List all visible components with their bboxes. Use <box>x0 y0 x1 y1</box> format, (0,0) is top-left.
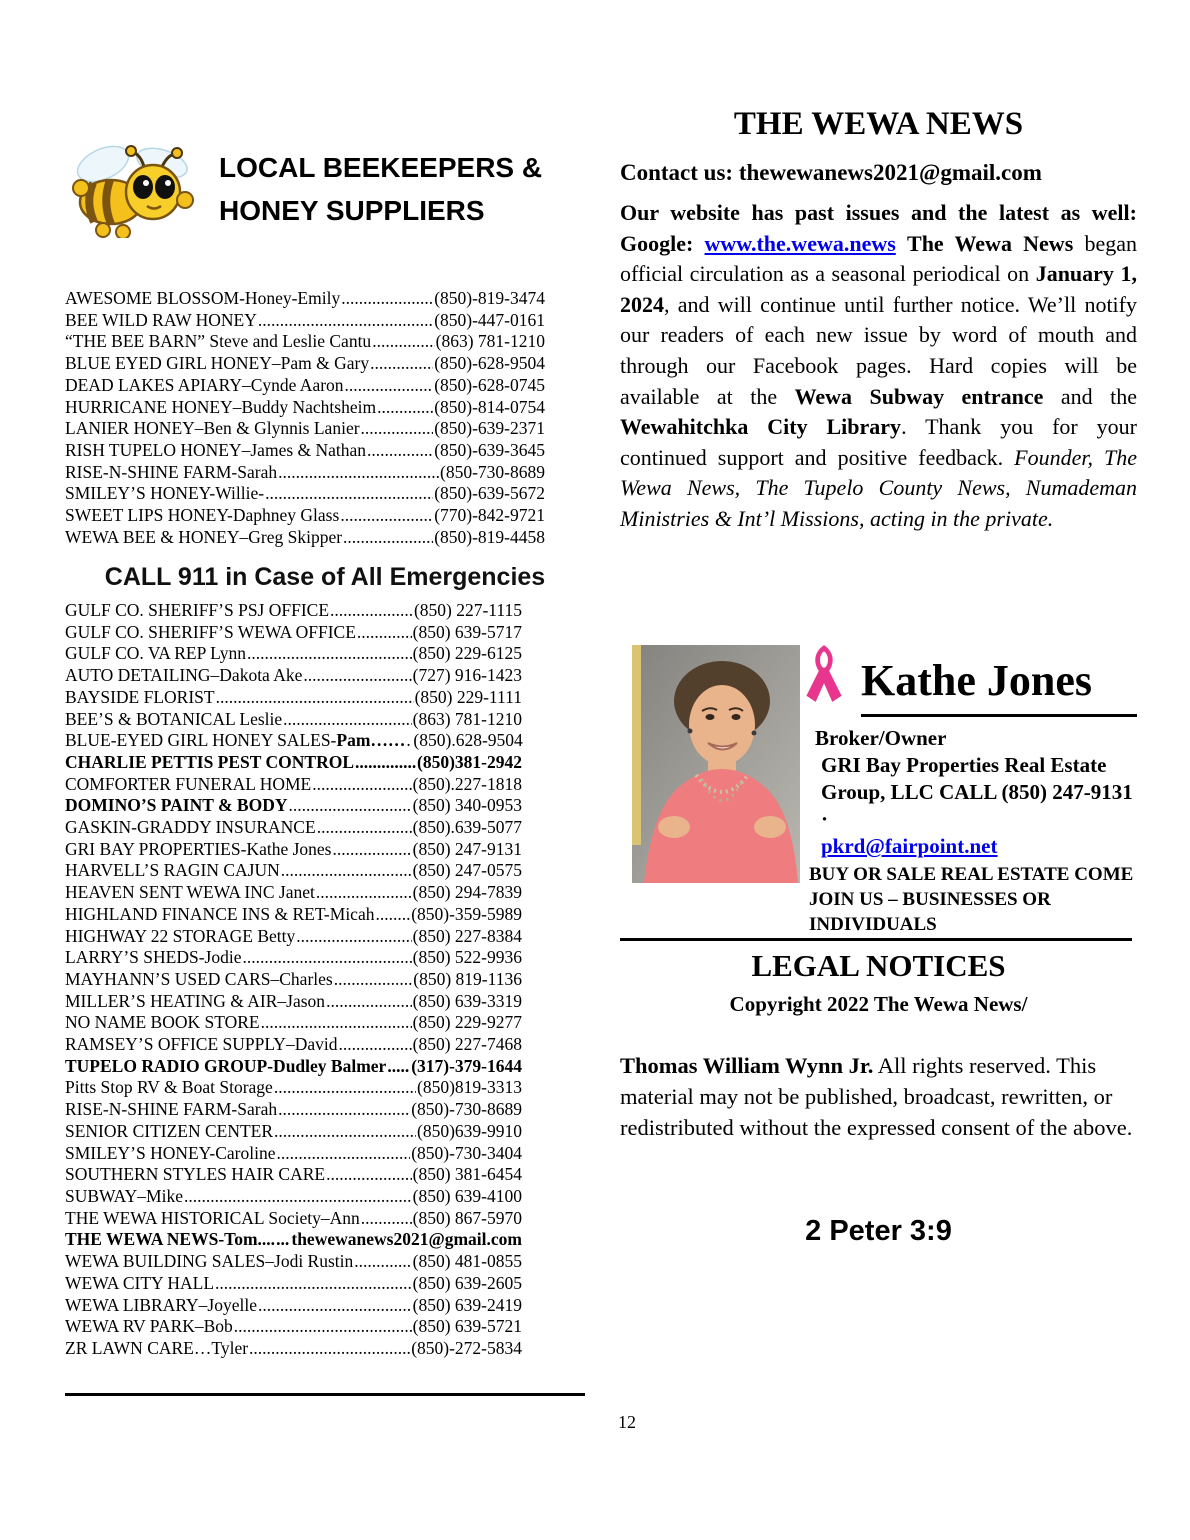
dot-leader <box>375 904 410 926</box>
dot-leader <box>249 1338 410 1360</box>
dot-leader <box>343 527 433 549</box>
list-item <box>65 331 545 353</box>
phone-number: (850).227-1818 <box>412 773 522 794</box>
business-name: MAYHANN’S USED CARS–Charles <box>65 968 333 989</box>
list-item <box>65 904 522 926</box>
list-item <box>65 1316 522 1338</box>
dot-leader <box>288 795 411 817</box>
business-name: DEAD LAKES APIARY–Cynde Aaron <box>65 374 344 395</box>
portrait-photo <box>632 645 800 883</box>
phone-number: (850)-628-9504 <box>434 353 545 374</box>
list-item <box>65 1012 522 1034</box>
phone-number: (850)-639-5672 <box>434 483 545 504</box>
business-name: CHARLIE PETTIS PEST CONTROL <box>65 751 354 772</box>
list-item <box>65 1099 522 1121</box>
realtor-cta-line1: BUY OR SALE REAL ESTATE COME <box>809 864 1134 885</box>
dot-leader <box>338 1034 411 1056</box>
business-name: WEWA LIBRARY–Joyelle <box>65 1294 257 1315</box>
business-name: COMFORTER FUNERAL HOME <box>65 773 312 794</box>
bible-verse: 2 Peter 3:9 <box>805 1215 952 1247</box>
business-name: LANIER HONEY–Ben & Glynnis Lanier <box>65 418 360 439</box>
business-name: SUBWAY–Mike <box>65 1185 183 1206</box>
list-item <box>65 1143 522 1165</box>
list-item <box>65 1034 522 1056</box>
phone-number: (850)-628-0745 <box>434 374 545 395</box>
phone-number: (863) 781-1210 <box>435 331 545 352</box>
business-name: AWESOME BLOSSOM-Honey-Emily <box>65 288 341 308</box>
business-name: HIGHLAND FINANCE INS & RET-Micah <box>65 903 375 924</box>
phone-number: (850)-272-5834 <box>411 1337 522 1358</box>
website-link[interactable]: www.the.wewa.news <box>704 230 896 256</box>
business-name: Pitts Stop RV & Boat Storage <box>65 1077 273 1098</box>
list-item <box>65 709 522 731</box>
phone-number: (850)-814-0754 <box>434 396 545 417</box>
list-item <box>65 687 522 709</box>
business-name: TUPELO RADIO GROUP-Dudley Balmer <box>65 1055 387 1076</box>
list-item <box>65 1186 522 1208</box>
business-name: LARRY’S SHEDS-Jodie <box>65 947 242 968</box>
phone-number: (317)-379-1644 <box>411 1055 522 1076</box>
emergency-heading: CALL 911 in Case of All Emergencies <box>104 563 546 591</box>
business-name: WEWA BUILDING SALES–Jodi Rustin <box>65 1251 354 1272</box>
beekeepers-list <box>65 288 545 548</box>
business-name: MILLER’S HEATING & AIR–Jason <box>65 990 326 1011</box>
dot-leader <box>216 687 414 709</box>
phone-number: thewewanews2021@gmail.com <box>291 1229 522 1250</box>
dot-leader <box>312 774 411 796</box>
phone-number: (850) 481-0855 <box>412 1251 522 1272</box>
phone-number: (850) 639-5717 <box>412 621 522 642</box>
beekeepers-title-line2: HONEY SUPPLIERS <box>219 195 485 226</box>
list-item <box>65 1295 522 1317</box>
phone-number: (863) 781-1210 <box>412 708 522 729</box>
list-item <box>65 882 522 904</box>
dot-leader <box>361 418 434 440</box>
dot-leader <box>332 839 411 861</box>
phone-number: (850) 639-2605 <box>412 1272 522 1293</box>
business-name: WEWA BEE & HONEY–Greg Skipper <box>65 526 343 547</box>
phone-number: (850).628-9504 <box>413 730 523 751</box>
dot-leader <box>258 1295 412 1317</box>
phone-number: (850)-359-5989 <box>411 903 522 924</box>
list-item <box>65 1251 522 1273</box>
list-item <box>65 860 522 882</box>
dot-leader <box>361 1208 412 1230</box>
list-item <box>65 817 522 839</box>
list-item <box>65 1229 522 1251</box>
list-item <box>65 1208 522 1230</box>
phone-number: (850) 819-1136 <box>413 968 522 989</box>
page-title: THE WEWA NEWS <box>733 106 1024 142</box>
dot-leader <box>370 353 433 375</box>
dot-leader <box>278 462 439 484</box>
bee-icon <box>65 140 197 243</box>
legal-body-paragraph: Thomas William Wynn Jr. All rights reserved. This material may not be published, broadcast, rewritten, or redistributed without the expressed consent of the above. <box>620 1053 1133 1140</box>
dot-leader <box>372 331 434 353</box>
awareness-ribbon-icon <box>803 643 845 710</box>
realtor-company-line2: Group, LLC CALL (850) 247-9131 · <box>821 780 1133 831</box>
dot-leader <box>242 947 411 969</box>
business-name: BEE WILD RAW HONEY <box>65 309 257 330</box>
realtor-cta-line2: JOIN US – BUSINESSES OR <box>809 889 1051 910</box>
phone-number: (850)-730-8689 <box>411 1099 522 1120</box>
list-item <box>65 483 545 505</box>
business-name: HURRICANE HONEY–Buddy Nachtsheim <box>65 396 377 417</box>
phone-number: (850)-639-2371 <box>434 418 545 439</box>
dot-leader <box>265 483 433 505</box>
copyright-line: Copyright 2022 The Wewa News/ <box>729 992 1028 1016</box>
business-name: GULF CO. SHERIFF’S WEWA OFFICE <box>65 621 356 642</box>
business-name: ZR LAWN CARE…Tyler <box>65 1337 249 1358</box>
beekeepers-title <box>219 146 542 232</box>
phone-number: (850) 522-9936 <box>412 947 522 968</box>
dot-leader <box>377 397 433 419</box>
phone-number: (850) 227-8384 <box>412 925 522 946</box>
phone-number: (727) 916-1423 <box>412 665 522 686</box>
business-name: “THE BEE BARN” Steve and Leslie Cantu <box>65 331 372 352</box>
list-item <box>65 969 522 991</box>
dot-leader <box>184 1186 412 1208</box>
dot-leader <box>274 1077 416 1099</box>
phone-number: (850) 229-1111 <box>414 686 522 707</box>
dot-leader <box>357 622 412 644</box>
contact-line: Contact us: thewewanews2021@gmail.com <box>620 160 1042 185</box>
business-name: HIGHWAY 22 STORAGE Betty <box>65 925 296 946</box>
list-item <box>65 375 545 397</box>
business-name: SOUTHERN STYLES HAIR CARE <box>65 1164 326 1185</box>
phone-number: (850) 340-0953 <box>412 795 522 816</box>
phone-number: (850) 639-5721 <box>412 1316 522 1337</box>
business-name: GULF CO. VA REP Lynn <box>65 643 247 664</box>
business-name: BEE’S & BOTANICAL Leslie <box>65 708 283 729</box>
phone-number: (850) 227-7468 <box>412 1034 522 1055</box>
business-name: GRI BAY PROPERTIES-Kathe Jones <box>65 838 332 859</box>
phone-number: (850) 639-2419 <box>412 1294 522 1315</box>
dot-leader <box>330 600 413 622</box>
beekeepers-header <box>65 140 585 243</box>
list-item <box>65 462 545 484</box>
dot-leader <box>276 1229 290 1251</box>
dot-leader <box>326 991 412 1013</box>
dot-leader <box>261 1012 412 1034</box>
list-item <box>65 288 545 310</box>
list-item <box>65 1077 522 1099</box>
list-item <box>65 440 545 462</box>
phone-number: (850) 229-9277 <box>412 1012 522 1033</box>
phone-number: (850)-447-0161 <box>434 309 545 330</box>
phone-number: (850) 867-5970 <box>412 1207 522 1228</box>
business-name: GASKIN-GRADDY INSURANCE <box>65 817 316 838</box>
phone-number: (850)-819-3474 <box>434 288 545 308</box>
phone-number: (850-730-8689 <box>440 461 545 482</box>
list-item <box>65 1273 522 1295</box>
dot-leader <box>340 505 433 527</box>
phone-number: (850) 639-4100 <box>412 1185 522 1206</box>
emergency-directory <box>65 600 522 1360</box>
phone-number: (850)-730-3404 <box>411 1142 522 1163</box>
realtor-cta-line3: INDIVIDUALS <box>809 914 937 935</box>
left-column-divider <box>65 1393 585 1396</box>
realtor-role: Broker/Owner <box>815 726 947 750</box>
business-name: BAYSIDE FLORIST <box>65 686 215 707</box>
intro-paragraph: Our website has past issues and the latest as well: Google: www.the.wewa.news The Wewa News began official circulation as a seasonal periodical on January 1, 2024, and will continue until further notice. We’ll notify our readers of each new issue by word of mouth and through our Facebook pages. Hard copies will be available at the Wewa Subway entrance and the Wewahitchka City Library. Thank you for your continued support and positive feedback. Founder, The Wewa News, The Tupelo County News, Numademan Ministries & Int’l Missions, acting in the private. <box>620 200 1138 531</box>
phone-number: (850)819-3313 <box>417 1077 522 1098</box>
list-item <box>65 795 522 817</box>
phone-number: (850).639-5077 <box>412 817 522 838</box>
list-item <box>65 665 522 687</box>
list-item <box>65 600 522 622</box>
legal-notices-heading: LEGAL NOTICES <box>751 948 1006 983</box>
dot-leader <box>296 926 411 948</box>
phone-number: (850)639-9910 <box>417 1120 522 1141</box>
business-name: AUTO DETAILING–Dakota Ake <box>65 665 303 686</box>
list-item <box>65 418 545 440</box>
phone-number: (850) 381-6454 <box>412 1164 522 1185</box>
business-name: DOMINO’S PAINT & BODY <box>65 795 288 816</box>
list-item <box>65 1164 522 1186</box>
dot-leader <box>247 643 412 665</box>
realtor-name: Kathe Jones <box>861 655 1137 717</box>
list-item <box>65 310 545 332</box>
business-name: WEWA CITY HALL <box>65 1272 215 1293</box>
dot-leader <box>316 882 412 904</box>
list-item <box>65 643 522 665</box>
list-item <box>65 1338 522 1360</box>
business-name: GULF CO. SHERIFF’S PSJ OFFICE <box>65 600 330 620</box>
dot-leader <box>354 1251 411 1273</box>
phone-number: (850)381-2942 <box>417 751 522 772</box>
list-item <box>65 1056 522 1078</box>
list-item <box>65 774 522 796</box>
list-item <box>65 622 522 644</box>
phone-number: (850) 247-9131 <box>412 838 522 859</box>
business-name: SWEET LIPS HONEY-Daphney Glass <box>65 505 340 526</box>
list-item <box>65 839 522 861</box>
kathe-jones-ad <box>620 643 1137 933</box>
list-item <box>65 752 522 774</box>
business-name: SENIOR CITIZEN CENTER <box>65 1120 274 1141</box>
business-name: HEAVEN SENT WEWA INC Janet <box>65 882 315 903</box>
business-name: BLUE EYED GIRL HONEY–Pam & Gary <box>65 353 370 374</box>
dot-leader <box>367 440 433 462</box>
dot-leader <box>234 1316 412 1338</box>
list-item <box>65 730 522 752</box>
phone-number: (850) 247-0575 <box>412 860 522 881</box>
dot-leader <box>276 1143 410 1165</box>
business-name: RAMSEY’S OFFICE SUPPLY–David <box>65 1034 338 1055</box>
phone-number: (850) 639-3319 <box>412 990 522 1011</box>
business-name: RISH TUPELO HONEY–James & Nathan <box>65 439 367 460</box>
dot-leader <box>215 1273 412 1295</box>
phone-number: (850) 229-6125 <box>412 643 522 664</box>
page-number: 12 <box>618 1412 636 1432</box>
list-item <box>65 353 545 375</box>
list-item <box>65 527 545 549</box>
business-name: THE WEWA HISTORICAL Society–Ann <box>65 1207 360 1228</box>
list-item <box>65 397 545 419</box>
dot-leader <box>345 375 434 397</box>
business-name: NO NAME BOOK STORE <box>65 1012 260 1033</box>
phone-number: (850)-819-4458 <box>434 526 545 547</box>
phone-number: (850) 294-7839 <box>412 882 522 903</box>
dot-leader <box>281 860 412 882</box>
list-item <box>65 947 522 969</box>
business-name: SMILEY’S HONEY-Willie- <box>65 483 265 504</box>
dot-leader <box>317 817 412 839</box>
list-item <box>65 505 545 527</box>
list-item <box>65 1121 522 1143</box>
dot-leader <box>258 310 433 332</box>
dot-leader <box>326 1164 412 1186</box>
dot-leader <box>341 288 433 310</box>
dot-leader <box>406 730 412 752</box>
phone-number: (850)-639-3645 <box>434 439 545 460</box>
realtor-company-line1: GRI Bay Properties Real Estate <box>821 753 1107 777</box>
phone-number: (770)-842-9721 <box>434 505 545 526</box>
list-item <box>65 926 522 948</box>
business-name: SMILEY’S HONEY-Caroline <box>65 1142 276 1163</box>
legal-section-divider <box>620 938 1132 941</box>
business-name: THE WEWA NEWS-Tom.... <box>65 1229 276 1250</box>
dot-leader <box>387 1056 410 1078</box>
dot-leader <box>303 665 411 687</box>
list-item <box>65 991 522 1013</box>
dot-leader <box>283 709 411 731</box>
dot-leader <box>334 969 413 991</box>
business-name: RISE-N-SHINE FARM-Sarah <box>65 1099 278 1120</box>
business-name: WEWA RV PARK–Bob <box>65 1316 233 1337</box>
realtor-email-link[interactable]: pkrd@fairpoint.net <box>821 834 998 858</box>
business-name: HARVELL’S RAGIN CAJUN <box>65 860 280 881</box>
dot-leader <box>355 752 416 774</box>
business-name-bold-part: Pam…… <box>336 730 406 751</box>
dot-leader <box>274 1121 416 1143</box>
business-name: RISE-N-SHINE FARM-Sarah <box>65 461 278 482</box>
dot-leader <box>278 1099 410 1121</box>
business-name: BLUE-EYED GIRL HONEY SALES- <box>65 730 337 751</box>
phone-number: (850) 227-1115 <box>413 600 522 620</box>
beekeepers-title-line1: LOCAL BEEKEEPERS & <box>219 152 543 183</box>
